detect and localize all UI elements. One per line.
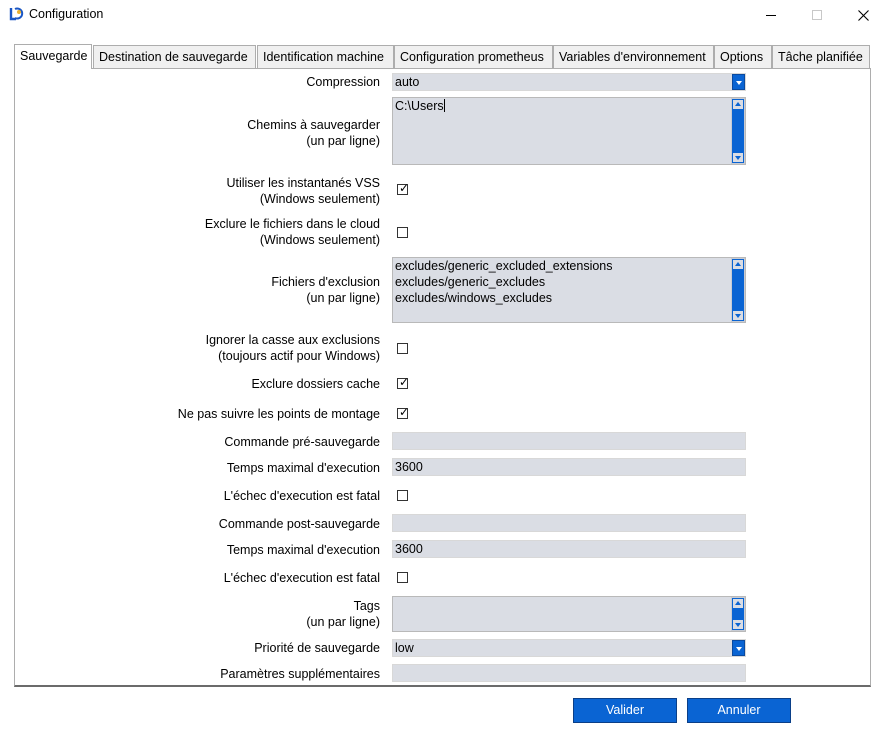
paths-textarea[interactable] — [392, 97, 746, 165]
compression-value: auto — [395, 75, 420, 89]
post-command-input[interactable] — [392, 514, 746, 532]
tab-options[interactable]: Options — [714, 45, 772, 68]
exclusion-line: excludes/windows_excludes — [395, 291, 553, 305]
exclusions-label-line2: (un par ligne) — [306, 291, 380, 305]
cloud-checkbox[interactable] — [397, 227, 408, 238]
ignore-case-label-line1: Ignorer la casse aux exclusions — [205, 333, 380, 347]
vss-checkbox[interactable] — [397, 181, 410, 195]
scroll-down-icon[interactable] — [732, 619, 744, 630]
cloud-label-line1: Exclure le fichiers dans le cloud — [204, 217, 380, 231]
maximize-icon — [812, 10, 823, 21]
window-title: Configuration — [29, 7, 104, 21]
paths-line: C:\Users — [395, 99, 444, 113]
vss-label-line2: (Windows seulement) — [259, 192, 380, 206]
tab-bar — [14, 45, 874, 69]
extra-params-label: Paramètres supplémentaires — [220, 667, 380, 681]
cloud-label-line2: (Windows seulement) — [259, 233, 380, 247]
paths-label-line2: (un par ligne) — [306, 134, 380, 148]
priority-value: low — [395, 641, 414, 655]
scroll-up-icon[interactable] — [732, 259, 744, 270]
pre-command-label: Commande pré-sauvegarde — [224, 435, 380, 449]
tab-scheduled-task[interactable]: Tâche planifiée — [772, 45, 870, 68]
tab-destination[interactable]: Destination de sauvegarde — [93, 45, 256, 68]
scroll-up-icon[interactable] — [732, 99, 744, 110]
post-fatal-label: L'échec d'execution est fatal — [223, 571, 380, 585]
no-mount-checkbox[interactable] — [397, 405, 410, 419]
priority-label: Priorité de sauvegarde — [254, 641, 380, 655]
tab-identification[interactable]: Identification machine — [257, 45, 394, 68]
vss-label-line1: Utiliser les instantanés VSS — [226, 176, 380, 190]
exclude-cache-checkbox[interactable] — [397, 375, 410, 389]
ignore-case-checkbox[interactable] — [397, 343, 408, 354]
post-command-label: Commande post-sauvegarde — [218, 517, 380, 531]
checkmark-icon: ✓ — [399, 405, 410, 419]
paths-label — [247, 117, 380, 149]
minimize-icon — [766, 10, 777, 21]
exclusion-line: excludes/generic_excludes — [395, 275, 546, 289]
close-button[interactable] — [840, 0, 884, 30]
no-mount-label: Ne pas suivre les points de montage — [177, 407, 380, 421]
ignore-case-label — [206, 332, 380, 364]
scroll-up-icon[interactable] — [732, 598, 744, 609]
priority-select[interactable] — [392, 639, 746, 657]
compression-label: Compression — [306, 75, 380, 89]
post-fatal-checkbox[interactable] — [397, 572, 408, 583]
tags-scrollbar[interactable] — [731, 597, 745, 631]
minimize-button[interactable] — [748, 0, 794, 30]
exclusions-label — [271, 274, 380, 306]
tab-sauvegarde[interactable]: Sauvegarde — [14, 44, 92, 69]
pre-command-input[interactable] — [392, 432, 746, 450]
exclusion-line: excludes/generic_excluded_extensions — [395, 259, 613, 273]
tags-label-line1: Tags — [353, 599, 380, 613]
exclude-cache-label: Exclure dossiers cache — [251, 377, 380, 391]
tags-label — [306, 598, 380, 630]
tab-prometheus[interactable]: Configuration prometheus — [394, 45, 553, 68]
tags-textarea[interactable] — [392, 596, 746, 632]
close-icon — [858, 10, 869, 21]
chevron-down-icon[interactable] — [732, 74, 745, 90]
pre-fatal-label: L'échec d'execution est fatal — [223, 489, 380, 503]
cloud-label — [205, 216, 380, 248]
checkmark-icon: ✓ — [399, 375, 410, 389]
pre-timeout-label: Temps maximal d'execution — [226, 461, 380, 475]
exclusions-textarea[interactable] — [392, 257, 746, 323]
pre-fatal-checkbox[interactable] — [397, 490, 408, 501]
compression-select[interactable] — [392, 73, 746, 91]
scroll-down-icon[interactable] — [732, 310, 744, 321]
paths-label-line1: Chemins à sauvegarder — [247, 118, 380, 132]
pre-timeout-input[interactable]: 3600 — [392, 458, 746, 476]
extra-params-input[interactable] — [392, 664, 746, 682]
title-bar — [0, 0, 884, 32]
app-logo-icon — [8, 6, 24, 22]
cancel-button[interactable]: Annuler — [687, 698, 791, 723]
paths-scrollbar[interactable] — [731, 98, 745, 164]
tab-environment[interactable]: Variables d'environnement — [553, 45, 714, 68]
tags-label-line2: (un par ligne) — [306, 615, 380, 629]
text-caret — [444, 99, 445, 112]
post-timeout-label: Temps maximal d'execution — [226, 543, 380, 557]
checkmark-icon: ✓ — [399, 181, 410, 195]
vss-label — [226, 175, 380, 207]
ignore-case-label-line2: (toujours actif pour Windows) — [218, 349, 380, 363]
chevron-down-icon[interactable] — [732, 640, 745, 656]
ok-button[interactable]: Valider — [573, 698, 677, 723]
scroll-down-icon[interactable] — [732, 152, 744, 163]
post-timeout-input[interactable]: 3600 — [392, 540, 746, 558]
maximize-button[interactable] — [794, 0, 840, 30]
exclusions-label-line1: Fichiers d'exclusion — [271, 275, 380, 289]
exclusions-scrollbar[interactable] — [731, 258, 745, 322]
